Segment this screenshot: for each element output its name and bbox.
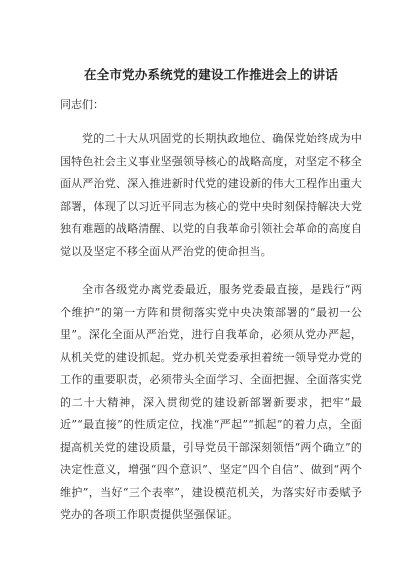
document-title: 在全市党办系统党的建设工作推进会上的讲话: [83, 67, 338, 82]
paragraph-1: 党的二十大从巩固党的长期执政地位、确保党始终成为中国特色社会主义事业坚强领导核心的战略高度，对坚定不移全面从严治党、深入推进新时代党的建设新的伟大工程作出重大部署，体现了以习近平同志为核心的党中央时刻保持解决大党独有难题的战略清醒、以党的自我革命引领社会革命的高度自觉以及坚定不移全面从严治党的使命担当。: [60, 132, 362, 258]
salutation: 同志们：: [60, 98, 104, 111]
paragraph-2: 全市各级党办离党委最近，服务党委最直接，是践行“两个维护”的第一方阵和贯彻落实党中央决策部署的“最初一公里”。深化全面从严治党，进行自我革命，必须从党办严起，从机关党的建设抓起。党办机关党委承担着统一领导党办党的工作的重要职责，必须带头全面学习、全面把握、全面落实党的二十大精神，深入贯彻党的建设新部署新要求，把牢“最近”“最直接”的性质定位，找准“严起”“抓起”的着力点，全面提高机关党的建设质量，引导党员干部深刻领悟“两个确立”的决定性意义，增强“四个意识”、坚定“四个自信”、做到“两个维护”，当好“三个表率”，建设模范机关，为落实好市委赋予党办的各项工作职责提供坚强保证。: [60, 283, 362, 521]
